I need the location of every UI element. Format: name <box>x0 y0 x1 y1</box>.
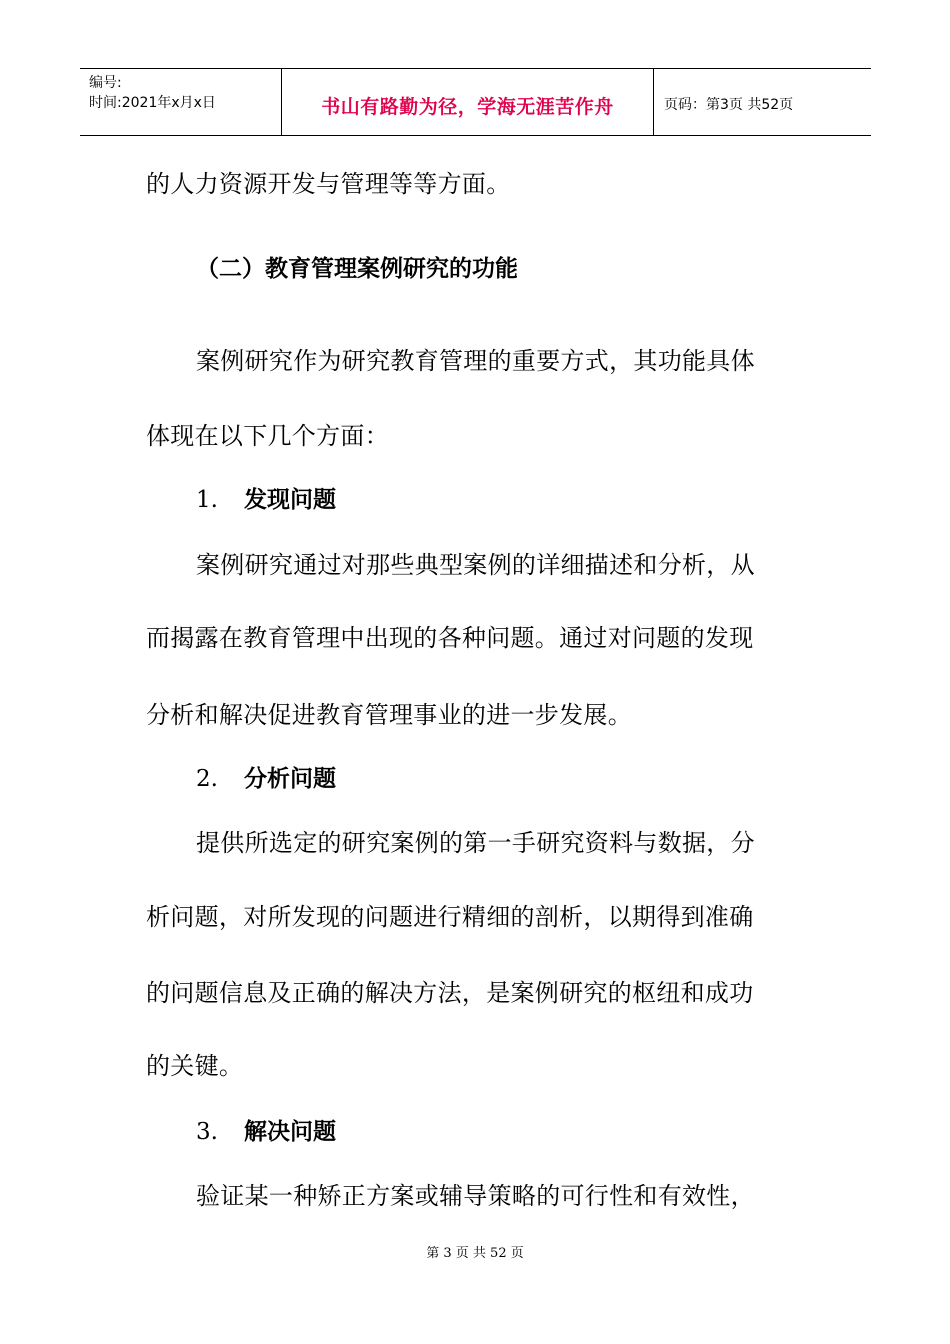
item-heading-3 <box>196 1116 336 1148</box>
body-line: 提供所选定的研究案例的第一手研究资料与数据，分 <box>196 829 755 857</box>
body-line: 而揭露在教育管理中出现的各种问题。通过对问题的发现 <box>146 624 754 652</box>
item-heading-1 <box>196 484 336 516</box>
header-meta-cell <box>80 69 282 135</box>
item-number: 1. <box>196 487 218 513</box>
item-title: 解决问题 <box>244 1119 336 1145</box>
item-number: 3. <box>196 1119 218 1145</box>
item-title: 分析问题 <box>244 766 336 792</box>
body-line: 的人力资源开发与管理等等方面。 <box>146 170 511 198</box>
body-line: 案例研究作为研究教育管理的重要方式，其功能具体 <box>196 347 755 375</box>
body-line: 的问题信息及正确的解决方法，是案例研究的枢纽和成功 <box>146 979 754 1007</box>
body-line: 析问题，对所发现的问题进行精细的剖析，以期得到准确 <box>146 903 754 931</box>
body-line: 体现在以下几个方面： <box>146 422 389 450</box>
body-line: 分析和解决促进教育管理事业的进一步发展。 <box>146 701 632 729</box>
page-header <box>80 68 871 136</box>
body-line: 案例研究通过对那些典型案例的详细描述和分析，从 <box>196 551 755 579</box>
section-heading: （二）教育管理案例研究的功能 <box>196 256 518 282</box>
number-label: 编号: <box>89 75 122 91</box>
item-number: 2. <box>196 766 218 792</box>
item-title: 发现问题 <box>244 487 336 513</box>
header-motto: 书山有路勤为径，学海无涯苦作舟 <box>282 69 654 135</box>
item-heading-2 <box>196 763 336 795</box>
header-page-info: 页码：第3页 共52页 <box>664 97 794 113</box>
body-line: 验证某一种矫正方案或辅导策略的可行性和有效性， <box>196 1182 755 1210</box>
body-line: 的关键。 <box>146 1052 244 1080</box>
page-footer: 第 3 页 共 52 页 <box>426 1246 524 1261</box>
time-label: 时间:2021年x月x日 <box>89 95 216 111</box>
